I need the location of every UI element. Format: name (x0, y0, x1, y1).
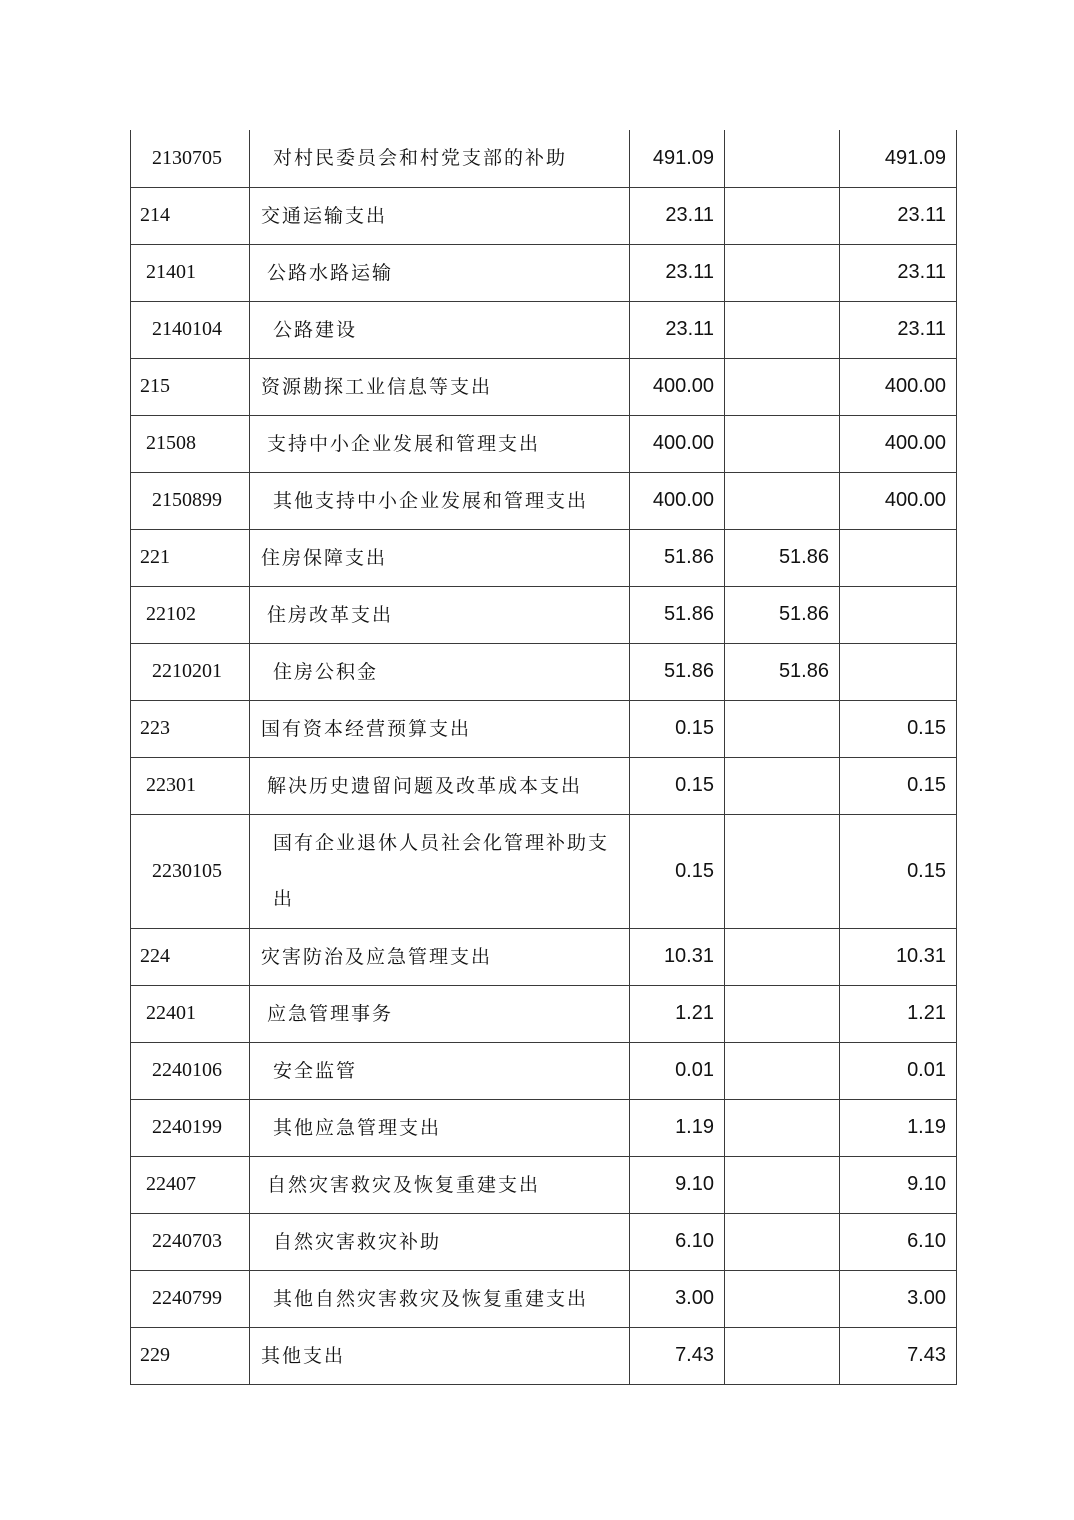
cell-code: 2240703 (131, 1213, 250, 1270)
table-row (131, 301, 957, 358)
cell-basic (725, 187, 840, 244)
cell-name: 安全监管 (250, 1042, 630, 1099)
cell-code: 224 (131, 928, 250, 985)
cell-project: 0.15 (840, 757, 957, 814)
cell-basic: 51.86 (725, 586, 840, 643)
budget-table (130, 130, 957, 1385)
table-row (131, 1270, 957, 1327)
cell-project: 400.00 (840, 358, 957, 415)
cell-code: 22102 (131, 586, 250, 643)
cell-basic (725, 358, 840, 415)
cell-total: 51.86 (630, 586, 725, 643)
cell-code: 22401 (131, 985, 250, 1042)
table-row (131, 700, 957, 757)
cell-name: 其他支出 (250, 1327, 630, 1384)
cell-name: 其他自然灾害救灾及恢复重建支出 (250, 1270, 630, 1327)
cell-basic (725, 1042, 840, 1099)
cell-name: 自然灾害救灾补助 (250, 1213, 630, 1270)
cell-code: 215 (131, 358, 250, 415)
cell-project: 23.11 (840, 244, 957, 301)
table-row (131, 358, 957, 415)
table-row (131, 643, 957, 700)
table-row (131, 586, 957, 643)
cell-name: 自然灾害救灾及恢复重建支出 (250, 1156, 630, 1213)
cell-name: 支持中小企业发展和管理支出 (250, 415, 630, 472)
cell-total: 1.21 (630, 985, 725, 1042)
cell-project: 491.09 (840, 130, 957, 187)
cell-total: 10.31 (630, 928, 725, 985)
cell-code: 214 (131, 187, 250, 244)
cell-code: 223 (131, 700, 250, 757)
cell-basic (725, 244, 840, 301)
cell-name: 国有资本经营预算支出 (250, 700, 630, 757)
cell-total: 23.11 (630, 244, 725, 301)
cell-code: 2230105 (131, 814, 250, 928)
cell-total: 0.01 (630, 1042, 725, 1099)
cell-project: 3.00 (840, 1270, 957, 1327)
table-row (131, 928, 957, 985)
cell-basic: 51.86 (725, 529, 840, 586)
table-row (131, 244, 957, 301)
cell-total: 491.09 (630, 130, 725, 187)
cell-project: 23.11 (840, 187, 957, 244)
table-row (131, 415, 957, 472)
cell-name: 灾害防治及应急管理支出 (250, 928, 630, 985)
table-row (131, 1327, 957, 1384)
cell-total: 51.86 (630, 529, 725, 586)
cell-total: 1.19 (630, 1099, 725, 1156)
table-row (131, 1156, 957, 1213)
cell-project: 1.21 (840, 985, 957, 1042)
table-row (131, 472, 957, 529)
cell-name: 对村民委员会和村党支部的补助 (250, 130, 630, 187)
cell-name: 交通运输支出 (250, 187, 630, 244)
table-row (131, 130, 957, 187)
cell-code: 2210201 (131, 643, 250, 700)
cell-basic (725, 928, 840, 985)
table-row (131, 985, 957, 1042)
cell-code: 2150899 (131, 472, 250, 529)
cell-total: 400.00 (630, 415, 725, 472)
cell-basic (725, 700, 840, 757)
cell-code: 21508 (131, 415, 250, 472)
cell-total: 9.10 (630, 1156, 725, 1213)
cell-project (840, 529, 957, 586)
cell-total: 51.86 (630, 643, 725, 700)
cell-code: 22301 (131, 757, 250, 814)
cell-code: 2240199 (131, 1099, 250, 1156)
cell-project (840, 643, 957, 700)
cell-project: 1.19 (840, 1099, 957, 1156)
cell-code: 21401 (131, 244, 250, 301)
cell-name: 公路水路运输 (250, 244, 630, 301)
cell-basic (725, 1270, 840, 1327)
table-row (131, 1042, 957, 1099)
cell-basic: 51.86 (725, 643, 840, 700)
cell-name: 住房公积金 (250, 643, 630, 700)
cell-total: 0.15 (630, 814, 725, 928)
cell-code: 2140104 (131, 301, 250, 358)
cell-total: 3.00 (630, 1270, 725, 1327)
cell-basic (725, 757, 840, 814)
cell-basic (725, 814, 840, 928)
cell-code: 2240106 (131, 1042, 250, 1099)
cell-project: 400.00 (840, 415, 957, 472)
cell-project (840, 586, 957, 643)
cell-basic (725, 415, 840, 472)
cell-total: 23.11 (630, 187, 725, 244)
cell-code: 2130705 (131, 130, 250, 187)
cell-total: 23.11 (630, 301, 725, 358)
cell-name: 住房保障支出 (250, 529, 630, 586)
cell-project: 400.00 (840, 472, 957, 529)
cell-total: 400.00 (630, 358, 725, 415)
cell-name: 其他应急管理支出 (250, 1099, 630, 1156)
cell-basic (725, 472, 840, 529)
cell-total: 0.15 (630, 757, 725, 814)
cell-code: 229 (131, 1327, 250, 1384)
cell-project: 9.10 (840, 1156, 957, 1213)
cell-name: 应急管理事务 (250, 985, 630, 1042)
cell-code: 2240799 (131, 1270, 250, 1327)
cell-project: 0.01 (840, 1042, 957, 1099)
cell-basic (725, 1099, 840, 1156)
table-row (131, 757, 957, 814)
cell-basic (725, 130, 840, 187)
cell-name: 公路建设 (250, 301, 630, 358)
cell-project: 23.11 (840, 301, 957, 358)
table-body (131, 130, 957, 1384)
table-row (131, 529, 957, 586)
cell-project: 6.10 (840, 1213, 957, 1270)
cell-project: 7.43 (840, 1327, 957, 1384)
cell-total: 6.10 (630, 1213, 725, 1270)
cell-basic (725, 301, 840, 358)
table-row (131, 1099, 957, 1156)
cell-total: 400.00 (630, 472, 725, 529)
cell-code: 221 (131, 529, 250, 586)
cell-project: 10.31 (840, 928, 957, 985)
cell-project: 0.15 (840, 814, 957, 928)
cell-name: 其他支持中小企业发展和管理支出 (250, 472, 630, 529)
table-row (131, 814, 957, 928)
table-row (131, 187, 957, 244)
cell-total: 7.43 (630, 1327, 725, 1384)
cell-basic (725, 985, 840, 1042)
cell-name: 住房改革支出 (250, 586, 630, 643)
cell-code: 22407 (131, 1156, 250, 1213)
table-row (131, 1213, 957, 1270)
cell-name: 解决历史遗留问题及改革成本支出 (250, 757, 630, 814)
cell-basic (725, 1327, 840, 1384)
cell-basic (725, 1213, 840, 1270)
cell-total: 0.15 (630, 700, 725, 757)
cell-name: 国有企业退休人员社会化管理补助支出 (250, 814, 630, 928)
cell-project: 0.15 (840, 700, 957, 757)
cell-name: 资源勘探工业信息等支出 (250, 358, 630, 415)
cell-basic (725, 1156, 840, 1213)
